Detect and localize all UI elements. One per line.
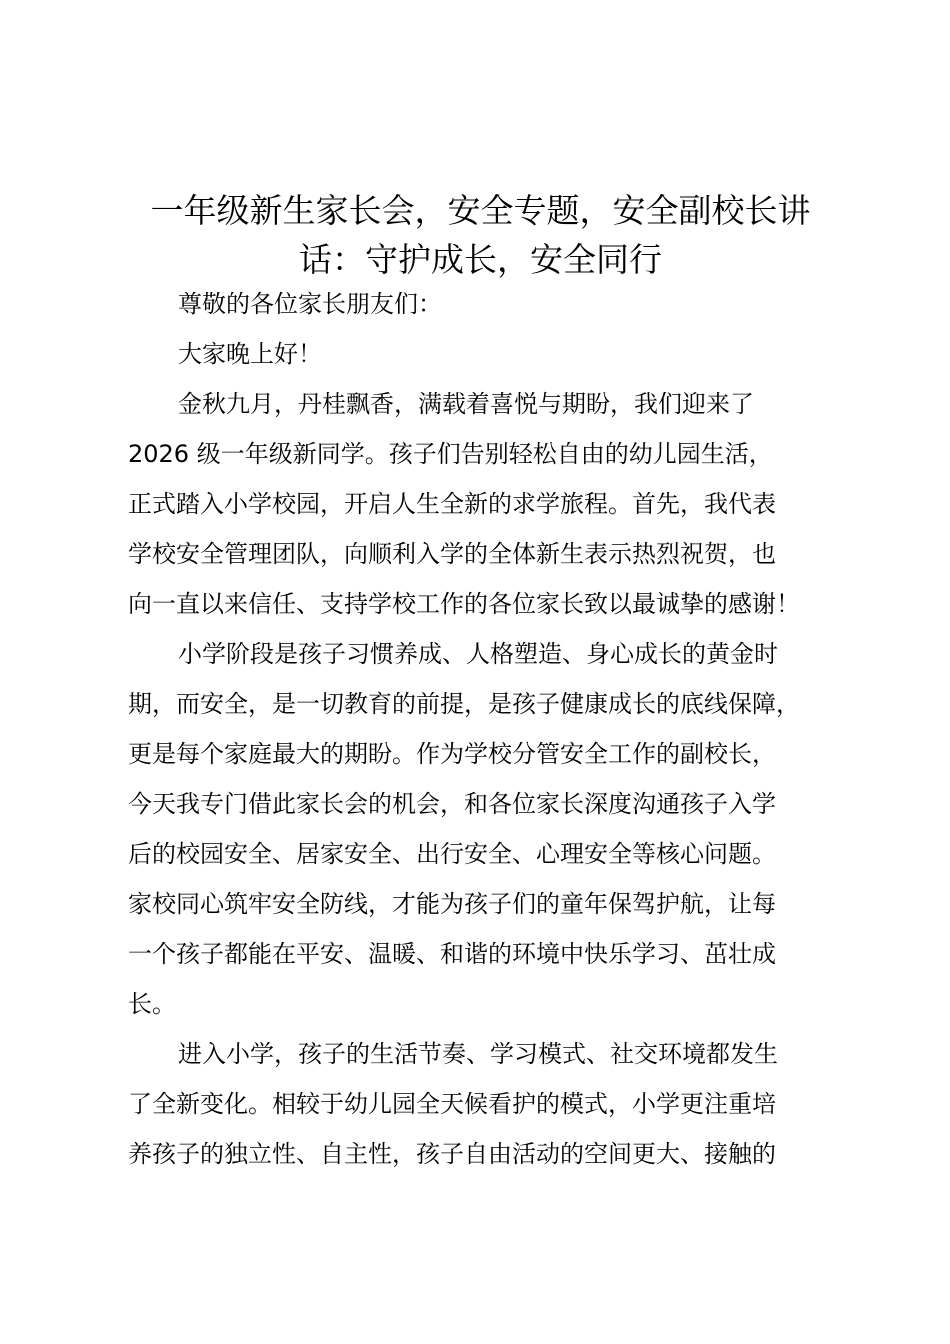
paragraph-line: 金秋九月，丹桂飘香，满载着喜悦与期盼，我们迎来了 — [178, 390, 754, 418]
paragraph-line: 后的校园安全、居家安全、出行安全、心理安全等核心问题。 — [128, 840, 776, 868]
paragraph-line: 一个孩子都能在平安、温暖、和谐的环境中快乐学习、茁壮成 — [128, 940, 776, 968]
paragraph-line: 更是每个家庭最大的期盼。作为学校分管安全工作的副校长， — [128, 740, 776, 768]
paragraph-line: 2026 级一年级新同学。孩子们告别轻松自由的幼儿园生活， — [128, 440, 773, 468]
paragraph-line: 小学阶段是孩子习惯养成、人格塑造、身心成长的黄金时 — [178, 640, 778, 668]
paragraph-line: 长。 — [128, 990, 176, 1018]
paragraph-line: 进入小学，孩子的生活节奏、学习模式、社交环境都发生 — [178, 1040, 778, 1068]
document-title: 一年级新生家长会，安全专题，安全副校长讲话：守护成长，安全同行 — [150, 191, 811, 279]
paragraph-line: 学校安全管理团队，向顺利入学的全体新生表示热烈祝贺，也 — [128, 540, 776, 568]
paragraph-line: 家校同心筑牢安全防线，才能为孩子们的童年保驾护航，让每 — [128, 890, 776, 918]
greeting-line: 尊敬的各位家长朋友们： — [178, 290, 442, 318]
paragraph-line: 养孩子的独立性、自主性，孩子自由活动的空间更大、接触的 — [128, 1140, 776, 1168]
paragraph-line: 正式踏入小学校园，开启人生全新的求学旅程。首先，我代表 — [128, 490, 776, 518]
paragraph-line: 了全新变化。相较于幼儿园全天候看护的模式，小学更注重培 — [128, 1090, 776, 1118]
paragraph-line: 今天我专门借此家长会的机会，和各位家长深度沟通孩子入学 — [128, 790, 776, 818]
paragraph-line: 期，而安全，是一切教育的前提，是孩子健康成长的底线保障， — [128, 690, 800, 718]
greeting-line: 大家晚上好！ — [178, 340, 322, 368]
paragraph-line: 向一直以来信任、支持学校工作的各位家长致以最诚挚的感谢！ — [128, 590, 800, 618]
